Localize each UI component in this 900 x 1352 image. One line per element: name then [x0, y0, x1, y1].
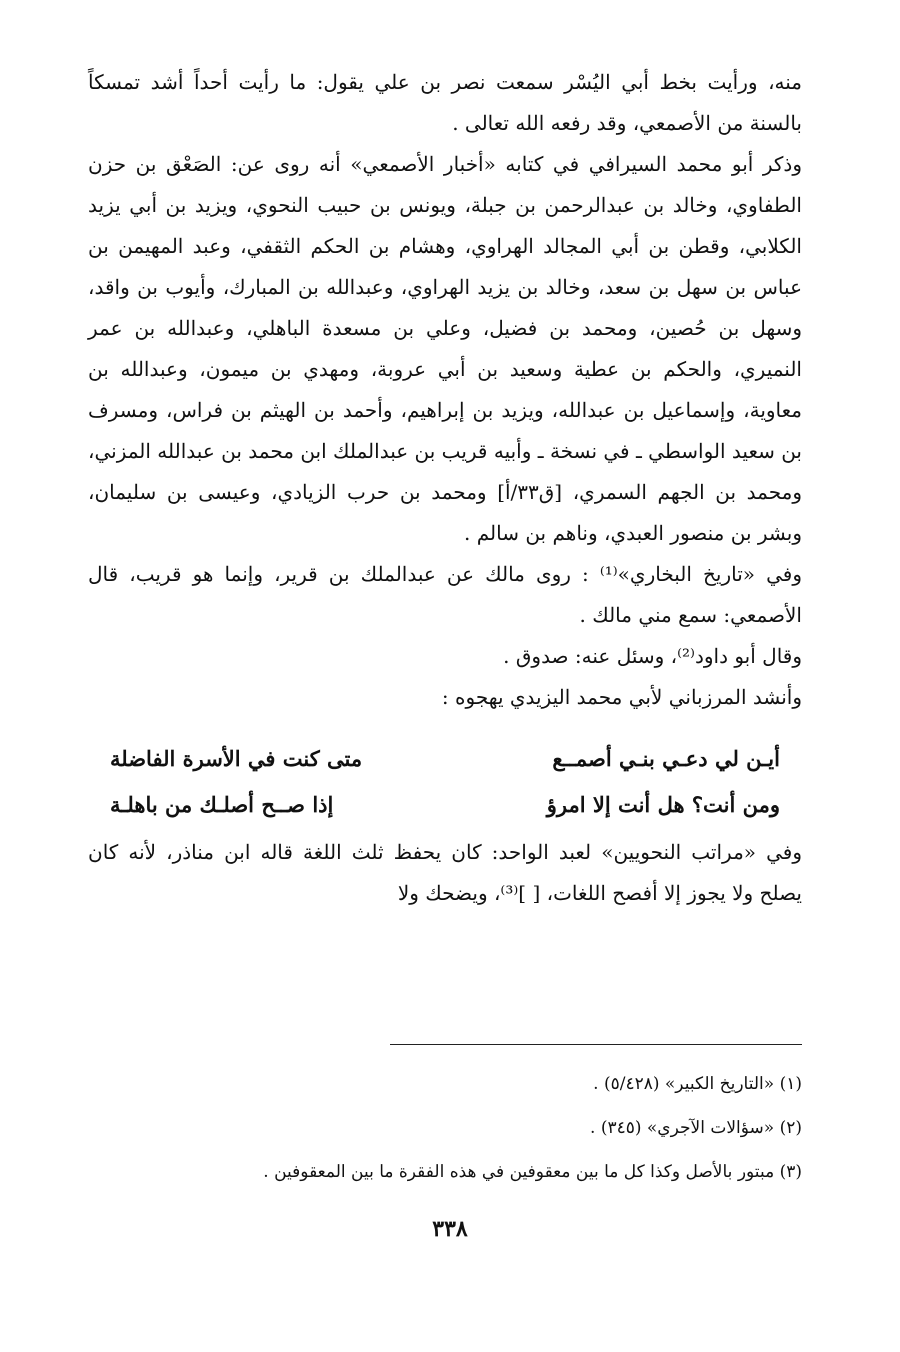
paragraph-bukhari-history: وفي «تاريخ البخاري»⁽¹⁾ : روى مالك عن عبدالملك بن قرير، وإنما هو قريب، قال الأصمعي: سمع مني مالك .: [88, 562, 802, 627]
poem-hemistich-first: ومن أنت؟ هل أنت إلا امرؤ: [546, 792, 780, 817]
poem-hemistich-second: إذا صــح أصلـك من باهلـة: [110, 792, 334, 817]
main-text: [88, 62, 802, 914]
page-number: ٣٣٨: [432, 1216, 468, 1242]
footnote-3: (٣) مبتور بالأصل وكذا كل ما بين معقوفين في هذه الفقرة ما بين المعقوفين .: [263, 1162, 802, 1182]
poem-hemistich-first: أيـن لي دعـي بنـي أصمــع: [552, 746, 780, 771]
paragraph-asmai-sunnah: منه، ورأيت بخط أبي اليُسْر سمعت نصر بن علي يقول: ما رأيت أحداً أشد تمسكاً بالسنة من الأصمعي، وقد رفعه الله تعالى .: [88, 70, 802, 135]
poem-hemistich-second: متى كنت في الأسرة الفاضلة: [110, 746, 363, 771]
footnotes: [88, 1062, 802, 1194]
poem-verse: [110, 782, 780, 828]
footnote-divider: [390, 1044, 802, 1045]
paragraph-nahwiyyin-ranks: وفي «مراتب النحويين» لعبد الواحد: كان يحفظ ثلث اللغة قاله ابن مناذر، لأنه كان يصلح ولا يجوز إلا أفصح اللغات، [ ]⁽³⁾، ويضحك ولا: [88, 840, 802, 905]
paragraph-poem-intro: وأنشد المرزباني لأبي محمد اليزيدي يهجوه :: [441, 685, 802, 709]
poem: [110, 736, 780, 828]
paragraph-abu-dawud: وقال أبو داود⁽²⁾، وسئل عنه: صدوق .: [503, 644, 802, 668]
poem-verse: [110, 736, 780, 782]
paragraph-narrators-list: وذكر أبو محمد السيرافي في كتابه «أخبار الأصمعي» أنه روى عن: الصَعْق بن حزن الطفاوي، وخالد بن عبدالرحمن بن جبلة، ويونس بن حبيب النحوي، ويزيد بن أبي يزيد الكلابي، وقطن بن أبي المجالد الهراوي، وهشام بن الحكم الثقفي، وعبد المهيمن بن عباس بن سهل بن سعد، وخالد بن يزيد الهراوي، وعبدالله بن المبارك، وأيوب بن واقد، وسهل بن حُصين، ومحمد بن فضيل، وعلي بن مسعدة الباهلي، وعبدالله بن عمر النميري، والحكم بن عطية وسعيد بن أبي عروبة، ومهدي بن ميمون، وعبدالله بن معاوية، وإسماعيل بن عبدالله، ويزيد بن إبراهيم، وأحمد بن الهيثم بن فراس، ومسرف بن سعيد الواسطي ـ في نسخة ـ وأبيه قريب بن عبدالملك ابن محمد بن عبدالله المزني، ومحمد بن الجهم السمري، [ق٣٣/أ] ومحمد بن حرب الزيادي، وعيسى بن سليمان، وبشر بن منصور العبدي، وناهم بن سالم .: [88, 152, 802, 545]
footnote-1: (١) «التاريخ الكبير» (٥/٤٢٨) .: [593, 1074, 802, 1094]
footnote-2: (٢) «سؤالات الآجري» (٣٤٥) .: [590, 1118, 802, 1138]
